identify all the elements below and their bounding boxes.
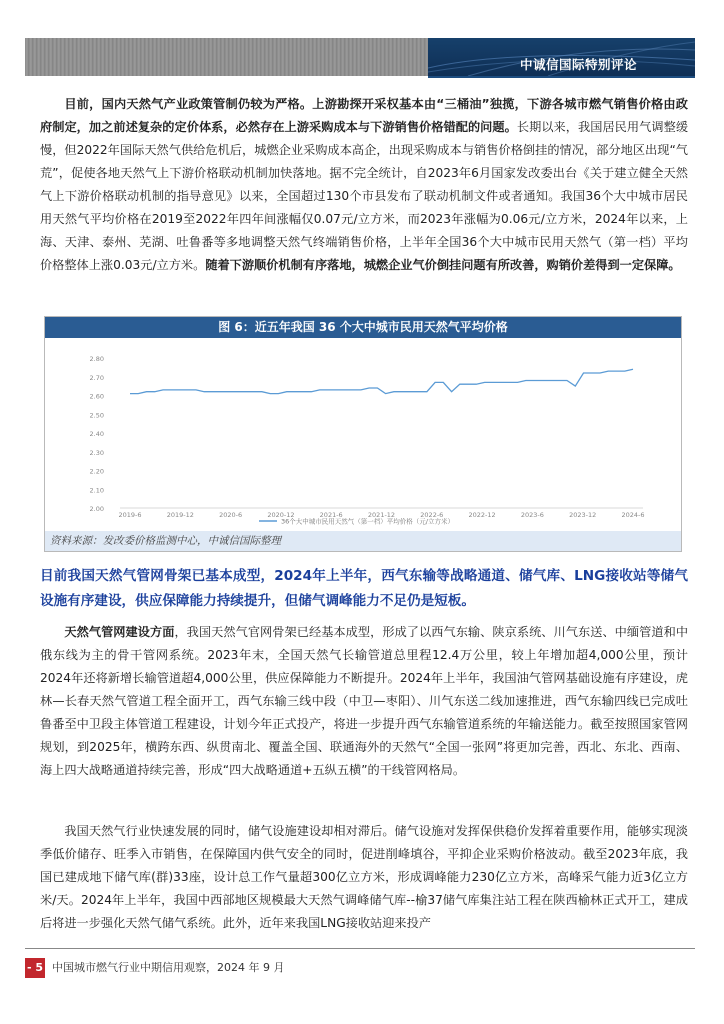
y-tick-label: 2.30 [89,448,104,457]
header-underline [428,76,695,78]
x-tick-label: 2023-6 [520,511,544,519]
paragraph-2-body: ，我国天然气官网骨架已经基本成型，形成了以西气东输、陕京系统、川气东送、中缅管道和中俄东线为主的骨干管网系统。2023年末，全国天然气长输管道总里程12.4万公里，较上年增加超4,000公里，预计2024年还将新增长输管道超4,000公里，供应保障能力不断提升。2024年上半年，我国油气管网基础设施有序建设，虎林—长春天然气管道工程全面开工，西气东输三线中段（中卫—枣阳）、川气东送二线加速推进，西气东输四线已完成吐鲁番至中卫段主体管道工程建设，计划今年正式投产，将进一步提升西气东输管道系统的年输送能力。截至按照国家管网规划，到2025年，横跨东西、纵贯南北、覆盖全国、联通海外的天然气“全国一张网”将更加完善，西北、东北、西南、海上四大战略通道持续完善，形成“四大战略通道+五纵五横”的干线管网格局。 [40,625,689,777]
x-tick-label: 2021-6 [319,511,343,519]
paragraph-3-body: 我国天然气行业快速发展的同时，储气设施建设却相对滞后。储气设施对发挥保供稳价发挥着重要作用，能够实现淡季低价储存、旺季入市销售，在保障国内供气安全的同时，促进削峰填谷，平抑企业采购价格波动。截至2023年底，我国已建成地下储气库(群)33座，设计总工作气量超300亿立方米，形成调峰能力230亿立方米，高峰采气能力近3亿立方米/天。2024年上半年，我国中西部地区规模最大天然气调峰储气库--榆37储气库集注站工程在陕西榆林正式开工，建成后将进一步强化天然气储气系统。此外，近年来我国LNG接收站迎来投产 [40,824,688,930]
x-tick-label: 2019-12 [166,511,194,519]
x-tick-label: 2023-12 [569,511,597,519]
legend-label: 36个大中城市民用天然气（第一档）平均价格（元/立方米） [281,517,454,526]
x-tick-label: 2022-12 [468,511,496,519]
y-tick-label: 2.20 [89,467,104,476]
highlight-summary: 目前我国天然气管网骨架已基本成型，2024年上半年，西气东输等战略通道、储气库、LNG接收站等储气设施有序建设，供应保障能力持续提升，但储气调峰能力不足仍是短板。 [40,568,688,609]
footer-divider [25,948,695,949]
x-tick-label: 2024-6 [621,511,645,519]
figure-title: 图 6：近五年我国 36 个大中城市民用天然气平均价格 [45,317,681,338]
y-tick-label: 2.50 [89,411,104,420]
line-chart [45,338,681,531]
paragraph-1 [40,93,688,277]
paragraph-1-body: 长期以来，我国居民用气调整缓慢，但2022年国际天然气供给危机后，城燃企业采购成本高企，出现采购成本与销售价格倒挂的情况，部分地区出现“气荒”，促使各地天然气上下游价格联动机制加快落地。据不完全统计，自2023年6月国家发改委出台《关于建立健全天然气上下游价格联动机制的指导意见》以来，全国超过130个市县发布了联动机制文件或者通知。我国36个大中城市居民用天然气平均价格在2019至2022年四年间涨幅仅0.07元/立方米，而2023年涨幅为0.06元/立方米，2024年以来，上海、天津、泰州、芜湖、吐鲁番等多地调整天然气终端销售价格，上半年全国36个大中城市民用天然气（第一档）平均价格整体上涨0.03元/立方米。 [40,120,689,272]
header-brand-text: 中诚信国际特别评论 [519,57,637,72]
y-tick-label: 2.70 [89,373,104,382]
y-tick-label: 2.10 [89,486,104,495]
x-tick-label: 2022-6 [420,511,444,519]
paragraph-2-bold-lead: 天然气管网建设方面 [64,625,175,639]
page-number: - 5 - [25,958,45,978]
figure-6 [44,316,682,552]
x-tick-label: 2021-12 [367,511,396,519]
header-brand-banner [428,38,695,76]
paragraph-2 [40,621,688,782]
footer-text: 中国城市燃气行业中期信用观察，2024 年 9 月 [52,961,285,974]
paragraph-3 [40,820,688,935]
figure-source: 资料来源：发改委价格监测中心，中诚信国际整理 [45,531,681,551]
series-line [130,369,633,393]
x-tick-label: 2019-6 [118,511,142,519]
y-tick-label: 2.00 [89,505,104,513]
paragraph-1-bold-lead: 目前，国内天然气产业政策管制仍较为严格。上游勘探开采权基本由“三桶油”独揽，下游各城市燃气销售价格由政府制定，加之前述复杂的定价体系，必然存在上游采购成本与下游销售价格错配的问题。 [40,97,688,134]
y-tick-label: 2.80 [89,355,104,363]
x-tick-label: 2020-6 [219,511,243,519]
paragraph-1-bold-tail: 随着下游顺价机制有序落地，城燃企业气价倒挂问题有所改善，购销价差得到一定保障。 [205,258,681,272]
x-tick-label: 2020-12 [267,511,295,519]
y-tick-label: 2.40 [89,430,104,438]
y-tick-label: 2.60 [89,392,104,401]
